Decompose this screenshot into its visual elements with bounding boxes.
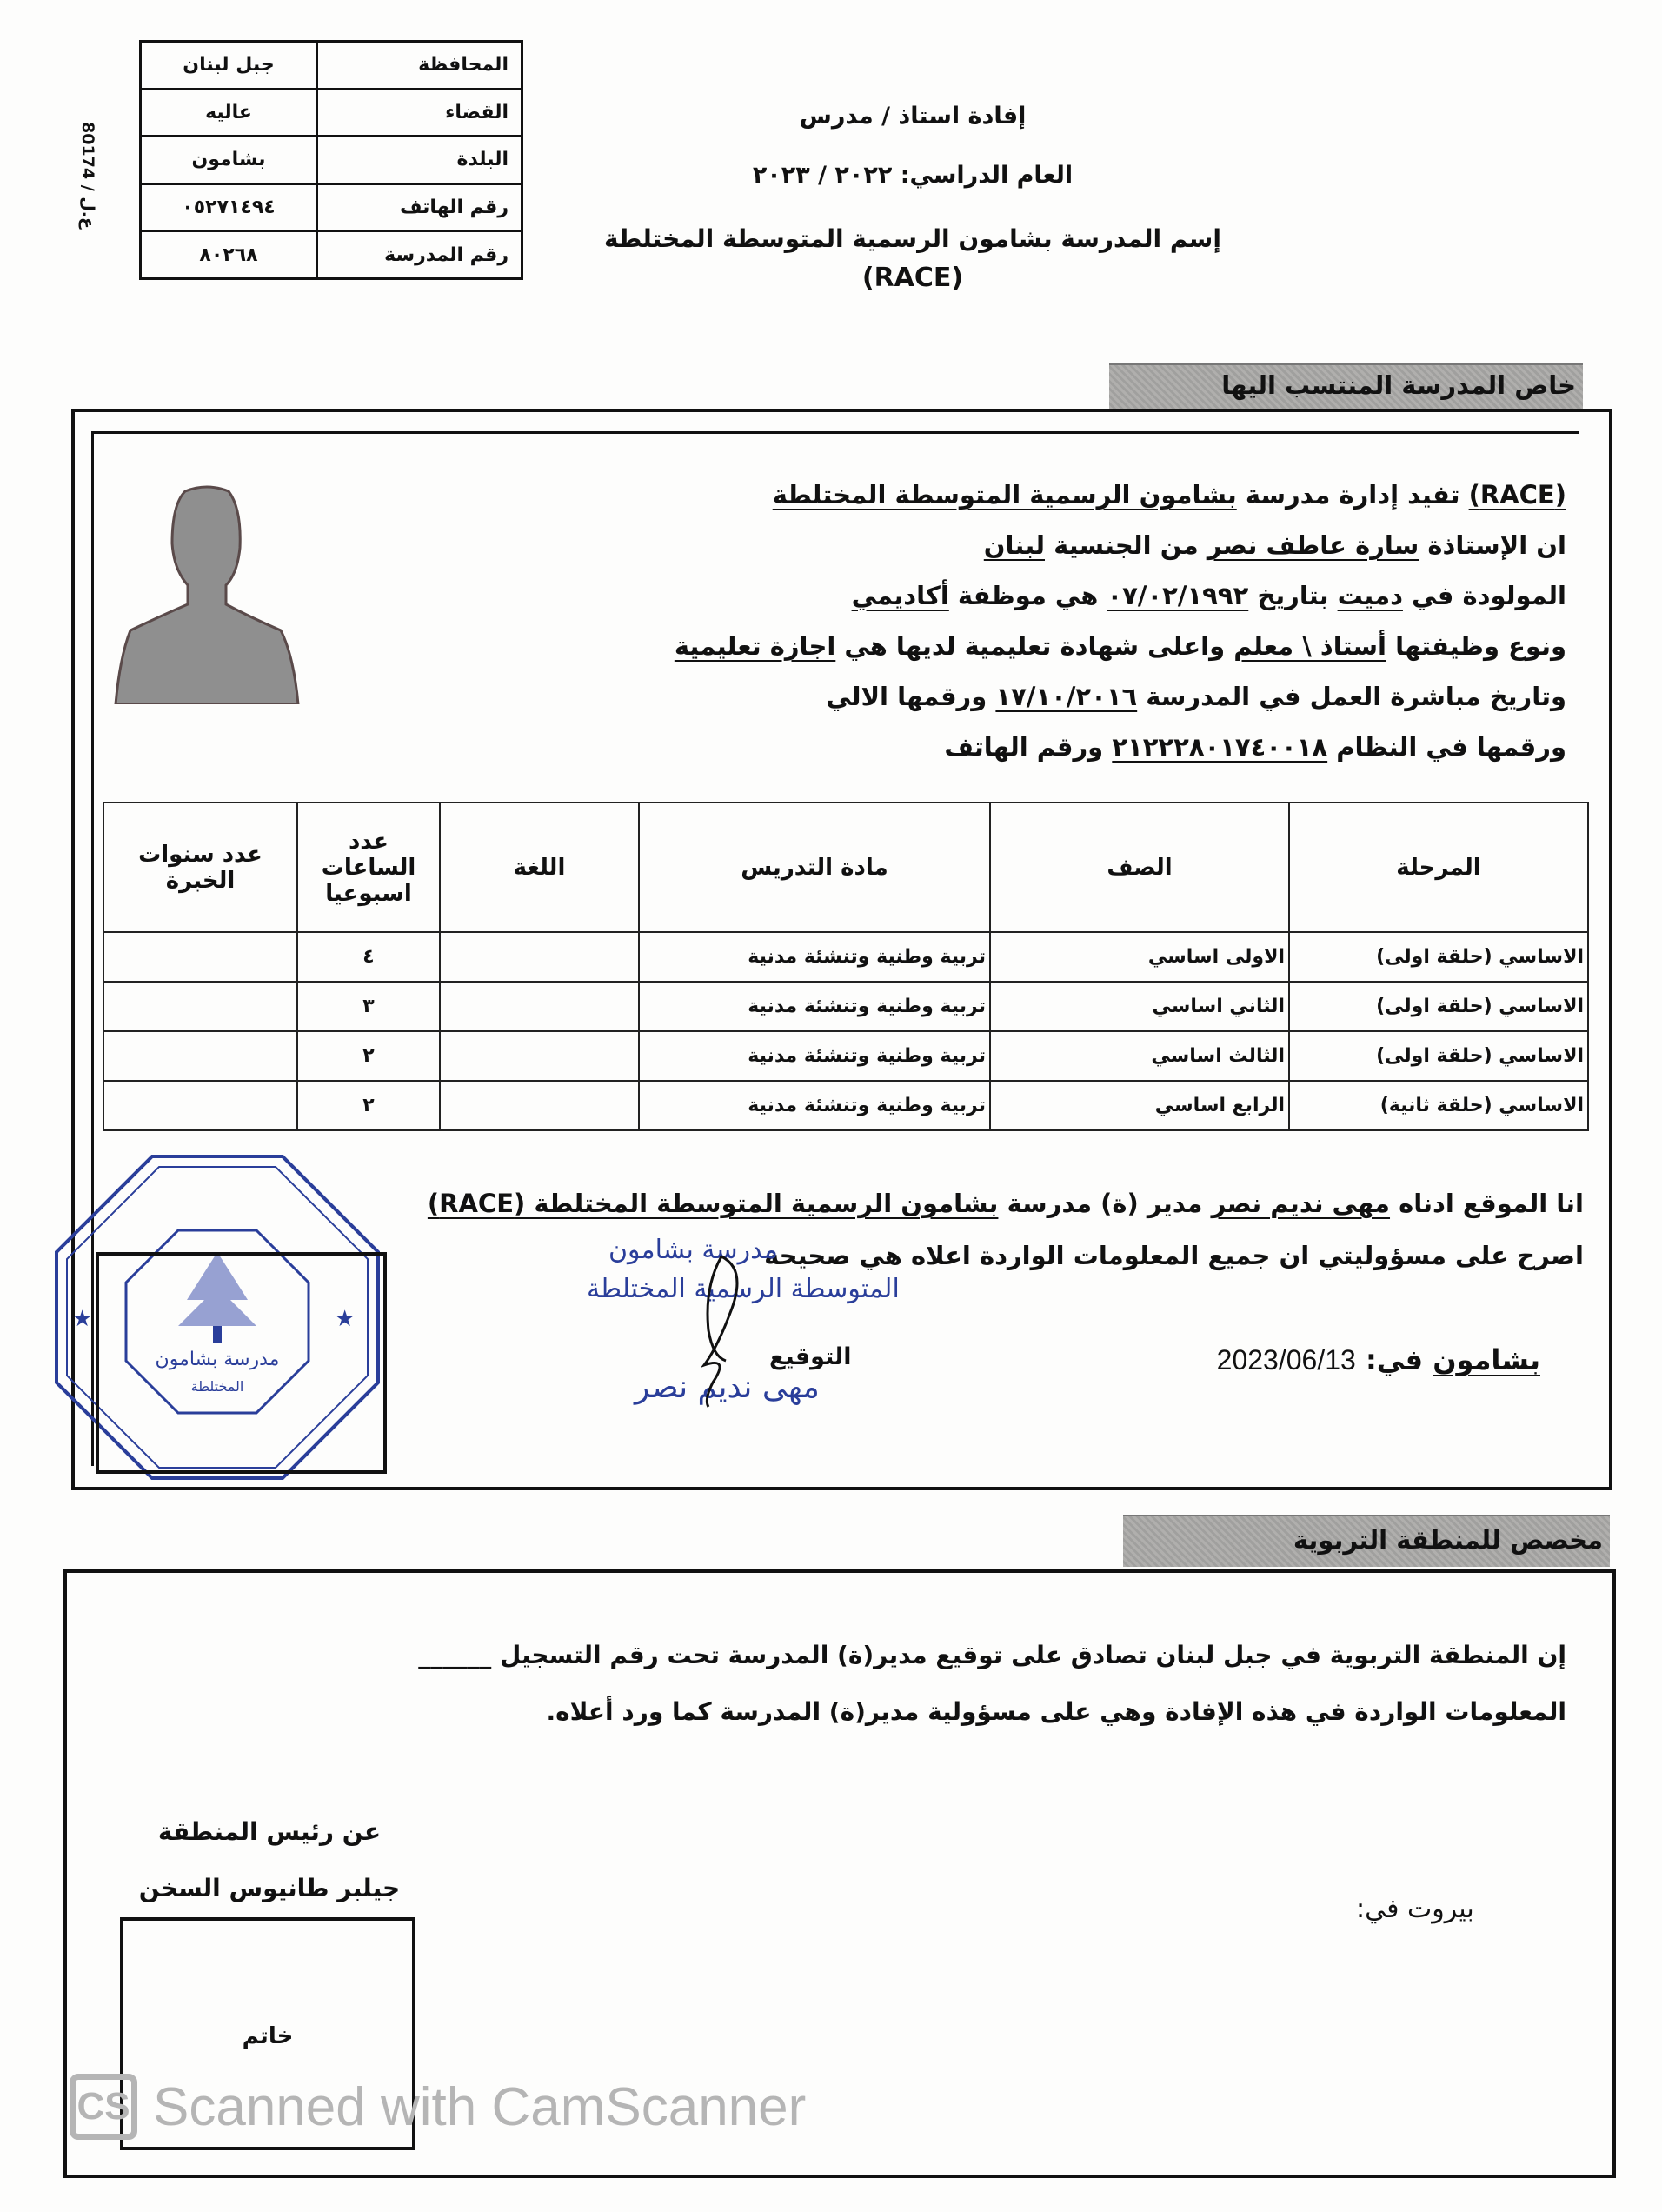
text: تفيد إدارة مدرسة bbox=[1236, 480, 1469, 510]
text: ورقمها الالي bbox=[826, 682, 996, 711]
cell-stage: الاساسي (حلقة اولى) bbox=[1289, 1031, 1588, 1081]
text: وتاريخ مباشرة العمل في المدرسة bbox=[1137, 682, 1566, 711]
table-row bbox=[103, 1031, 1588, 1081]
text: ونوع وظيفتها bbox=[1386, 631, 1566, 661]
cell-stage: الاساسي (حلقة اولى) bbox=[1289, 932, 1588, 982]
column-header-stage: المرحلة bbox=[1289, 803, 1588, 932]
system-number: ٢١٢٢٢٨٠١٧٤٠٠١٨ bbox=[1112, 732, 1328, 762]
region-place-date: بيروت في: bbox=[1356, 1894, 1474, 1924]
cell-subject: تربية وطنية وتنشئة مدنية bbox=[639, 1081, 990, 1130]
stamp-school-line-2: المتوسطة الرسمية المختلطة bbox=[587, 1274, 900, 1304]
column-header-experience-years: عدد سنوات الخبرة bbox=[103, 803, 297, 932]
cell-class: الرابع اساسي bbox=[990, 1081, 1289, 1130]
text: ورقمها في النظام bbox=[1327, 732, 1566, 762]
info-row-school-number bbox=[141, 231, 522, 279]
school-name: إسم المدرسة بشامون الرسمية المتوسطة المختلطة bbox=[604, 224, 1221, 253]
cell-hours: ٤ bbox=[297, 932, 440, 982]
svg-text:★: ★ bbox=[335, 1306, 356, 1332]
info-label: رقم المدرسة bbox=[317, 231, 522, 279]
camscanner-watermark bbox=[70, 2074, 806, 2140]
statement-line-5 bbox=[826, 671, 1566, 722]
cell-experience bbox=[103, 982, 297, 1031]
info-value: عاليه bbox=[141, 89, 317, 137]
region-line-2: المعلومات الواردة في هذه الإفادة وهي على مسؤولية مدير(ة) المدرسة كما ورد أعلاه. bbox=[546, 1697, 1566, 1726]
camscanner-logo-icon: CS bbox=[70, 2074, 137, 2140]
declaration-line-2: اصرح على مسؤوليتي ان جميع المعلومات الواردة اعلاه هي صحيحة bbox=[764, 1241, 1584, 1270]
svg-text:المختلطة: المختلطة bbox=[190, 1378, 244, 1395]
declaration-date: 2023/06/13 bbox=[1216, 1344, 1356, 1376]
info-value: ٨٠٢٦٨ bbox=[141, 231, 317, 279]
statement-line-3 bbox=[852, 570, 1566, 621]
document-title: إفادة استاذ / مدرس bbox=[799, 103, 1027, 130]
nationality: لبنان bbox=[983, 530, 1045, 560]
school-info-table bbox=[139, 40, 523, 280]
declaration-line-1 bbox=[428, 1178, 1584, 1229]
region-line-1: إن المنطقة التربوية في جبل لبنان تصادق على توقيع مدير(ة) المدرسة تحت رقم التسجيل ______ bbox=[418, 1641, 1566, 1669]
info-label: المحافظة bbox=[317, 42, 522, 90]
watermark-text: Scanned with CamScanner bbox=[153, 2076, 807, 2137]
declaration-school-name: بشامون الرسمية المتوسطة المختلطة (RACE) bbox=[427, 1189, 999, 1218]
info-row-governorate bbox=[141, 42, 522, 90]
section-header-school: خاص المدرسة المنتسب اليها bbox=[1109, 363, 1583, 409]
info-value: جبل لبنان bbox=[141, 42, 317, 90]
cell-language bbox=[440, 1031, 639, 1081]
cell-stage: الاساسي (حلقة اولى) bbox=[1289, 982, 1588, 1031]
cell-class: الثالث اساسي bbox=[990, 1031, 1289, 1081]
school-name-underlined: بشامون الرسمية المتوسطة المختلطة bbox=[772, 480, 1237, 510]
statement-line-2 bbox=[984, 520, 1566, 570]
column-header-weekly-hours: عدد الساعات اسبوعيا bbox=[297, 803, 440, 932]
info-label: القضاء bbox=[317, 89, 522, 137]
cell-language bbox=[440, 982, 639, 1031]
place-date bbox=[1217, 1335, 1540, 1385]
cell-language bbox=[440, 932, 639, 982]
cell-class: الثاني اساسي bbox=[990, 982, 1289, 1031]
info-value: بشامون bbox=[141, 137, 317, 184]
start-date: ١٧/١٠/٢٠١٦ bbox=[995, 682, 1138, 711]
teaching-table bbox=[103, 802, 1589, 1131]
cell-language bbox=[440, 1081, 639, 1130]
school-tag-underlined: (RACE) bbox=[1468, 480, 1566, 510]
table-row bbox=[103, 1081, 1588, 1130]
employee-type: أكاديمي bbox=[851, 581, 949, 610]
stamp-frame bbox=[96, 1252, 387, 1474]
stamp-placeholder-label: خاتم bbox=[242, 2023, 294, 2049]
statement-line-6 bbox=[944, 722, 1566, 772]
director-name: مهى نديم نصر bbox=[1211, 1189, 1391, 1218]
info-row-phone bbox=[141, 183, 522, 231]
statement-line-1 bbox=[773, 470, 1566, 520]
signatory-title: عن رئيس المنطقة bbox=[157, 1817, 382, 1846]
section-header-region: مخصص للمنطقة التربوية bbox=[1123, 1515, 1610, 1567]
cell-hours: ٢ bbox=[297, 1081, 440, 1130]
cell-stage: الاساسي (حلقة ثانية) bbox=[1289, 1081, 1588, 1130]
cell-subject: تربية وطنية وتنشئة مدنية bbox=[639, 932, 990, 982]
cell-experience bbox=[103, 932, 297, 982]
column-header-language: اللغة bbox=[440, 803, 639, 932]
info-label: رقم الهاتف bbox=[317, 183, 522, 231]
info-row-district bbox=[141, 89, 522, 137]
teacher-name: سارة عاطف نصر bbox=[1207, 530, 1419, 560]
column-header-class: الصف bbox=[990, 803, 1289, 932]
signature-scribble-icon bbox=[678, 1252, 756, 1409]
svg-text:مدرسة بشامون: مدرسة بشامون bbox=[155, 1349, 280, 1370]
cell-experience bbox=[103, 1081, 297, 1130]
school-year: العام الدراسي: ٢٠٢٢ / ٢٠٢٣ bbox=[752, 162, 1074, 189]
text: واعلى شهادة تعليمية لديها هي bbox=[835, 631, 1234, 661]
text: ورقم الهاتف bbox=[944, 732, 1113, 762]
signature-label: التوقيع bbox=[769, 1343, 852, 1370]
reference-number: ع.ل / 80174 bbox=[78, 122, 97, 229]
cell-hours: ٣ bbox=[297, 982, 440, 1031]
text: من الجنسية bbox=[1045, 530, 1207, 560]
text: ان الإستاذة bbox=[1419, 530, 1566, 560]
cell-class: الاولى اساسي bbox=[990, 932, 1289, 982]
person-silhouette-icon bbox=[111, 483, 302, 704]
handwritten-director-name: مهى نديم نصر bbox=[635, 1369, 820, 1405]
job-type: أستاذ \ معلم bbox=[1233, 631, 1386, 661]
cell-subject: تربية وطنية وتنشئة مدنية bbox=[639, 1031, 990, 1081]
signatory-name: جيلبر طانيوس السخن bbox=[138, 1874, 401, 1902]
cell-subject: تربية وطنية وتنشئة مدنية bbox=[639, 982, 990, 1031]
table-row bbox=[103, 982, 1588, 1031]
text: المولودة في bbox=[1402, 581, 1566, 610]
column-header-subject: مادة التدريس bbox=[639, 803, 990, 932]
text: بتاريخ bbox=[1248, 581, 1338, 610]
school-tag: (RACE) bbox=[861, 263, 964, 293]
statement-line-4 bbox=[675, 621, 1566, 671]
birth-place: دميت bbox=[1337, 581, 1403, 610]
cell-hours: ٢ bbox=[297, 1031, 440, 1081]
table-row bbox=[103, 932, 1588, 982]
info-row-town bbox=[141, 137, 522, 184]
info-value: ٠٥٢٧١٤٩٤ bbox=[141, 183, 317, 231]
text: مدير (ة) مدرسة bbox=[998, 1189, 1212, 1218]
text: في: bbox=[1355, 1343, 1433, 1376]
svg-text:★: ★ bbox=[72, 1306, 93, 1332]
highest-degree: اجازة تعليمية bbox=[674, 631, 836, 661]
stamp-school-line-1: مدرسة بشامون bbox=[608, 1235, 778, 1265]
place-label: بشامون bbox=[1433, 1343, 1540, 1376]
text: هي موظفة bbox=[948, 581, 1107, 610]
text: انا الموقع ادناه bbox=[1390, 1189, 1584, 1218]
birth-date: ٠٧/٠٢/١٩٩٢ bbox=[1107, 581, 1249, 610]
table-header-row bbox=[103, 803, 1588, 932]
cell-experience bbox=[103, 1031, 297, 1081]
info-label: البلدة bbox=[317, 137, 522, 184]
